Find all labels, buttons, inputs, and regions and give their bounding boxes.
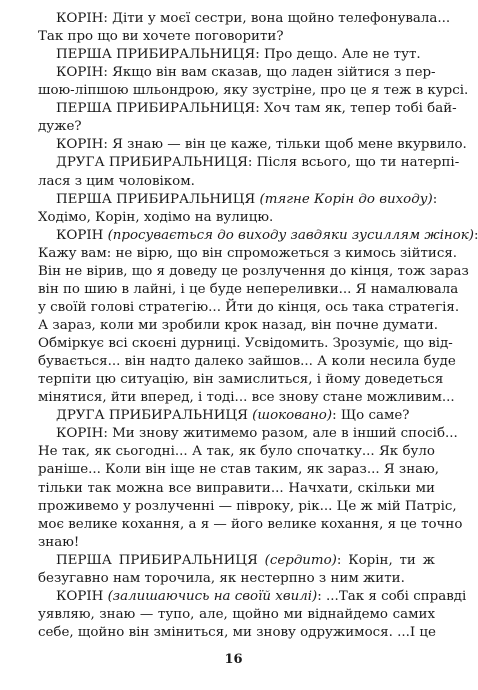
line-text: Не так, як сьогодні... А так, як було спочатку... Як було	[38, 444, 435, 460]
line-text: А зараз, коли ми зробили крок назад, він почне думати.	[38, 318, 439, 333]
line-text: КОРІН	[56, 588, 108, 604]
line-text: проживемо у розлученні — півроку, рік... Це ж мій Патріс,	[38, 498, 457, 514]
stage-direction: (шоковано)	[252, 408, 333, 424]
line-text: шою-ліпшою шльондрою, яку зустріне, про це я теж в курсі.	[38, 83, 469, 99]
line-text: ДРУГА ПРИБИРАЛЬНИЦЯ: Після всього, що ти натерпі-	[56, 155, 460, 171]
line-text	[474, 228, 478, 243]
line-text: КОРІН: Якщо він вам сказав, що ладен зійтися з пер-	[56, 65, 436, 81]
line-text: ПЕРША ПРИБИРАЛЬНИЦЯ	[56, 552, 265, 568]
line-text: безугавно нам торочила, як нестерпно з ним жити.	[38, 570, 405, 586]
line-text: мінятися, йти вперед, і тоді... все знову стане можливим...	[38, 390, 455, 406]
line-text: ПЕРША ПРИБИРАЛЬНИЦЯ: Хоч там як, тепер тобі бай-	[56, 101, 457, 117]
line-text: КОРІН	[56, 227, 108, 243]
line-text: Так про що ви хочете поговорити?	[38, 29, 284, 45]
line-text: :	[432, 191, 438, 207]
line-text: тільки так можна все виправити... Начхати, скільки ми	[38, 480, 435, 496]
stage-direction: (залишаючись на своїй хвилі)	[107, 588, 318, 604]
line-text: : Що саме?	[332, 408, 410, 424]
line-text: КОРІН: Діти у моєї сестри, вона щойно телефонувала...	[56, 11, 451, 26]
line-text: КОРІН: Я знаю — він це каже, тільки щоб мене вкурвило.	[56, 137, 467, 153]
line-text: бувається... він надто далеко зайшов... А коли несила буде	[38, 354, 456, 370]
line-text: КОРІН: Ми знову житимемо разом, але в інший спосіб...	[56, 426, 458, 442]
stage-direction: (просувається до виходу завдяки зусиллям жінок)	[107, 227, 474, 243]
line-text: Ходімо, Корін, ходімо на вулицю.	[38, 209, 274, 225]
line-text: уявляю, знаю — тупо, але, щойно ми віднайдемо самих	[38, 606, 435, 622]
line-text: Обміркує всі скоєні дурниці. Усвідомить. Зрозуміє, що від-	[38, 336, 453, 352]
stage-direction: (сердито)	[264, 552, 337, 568]
line-text: терпіти цю ситуацію, він замислиться, і йому доведеться	[38, 372, 444, 388]
line-text: раніше... Коли він іще не став таким, як зараз... Я знаю,	[38, 462, 440, 478]
page-number: 16	[224, 652, 243, 667]
line-text: ПЕРША ПРИБИРАЛЬНИЦЯ	[56, 191, 260, 207]
line-text: ПЕРША ПРИБИРАЛЬНИЦЯ: Про дещо. Але не тут.	[56, 47, 421, 63]
line-text: : Корін, ти ж	[336, 552, 435, 568]
text-line	[38, 622, 435, 644]
line-text: Кажу вам: не вірю, що він спроможеться з кимось зійтися.	[38, 245, 458, 261]
line-text: дуже?	[38, 119, 82, 135]
stage-direction: (тягне Корін до виходу)	[259, 191, 433, 207]
line-text: лася з цим чоловіком.	[38, 173, 195, 189]
line-text: себе, щойно він зміниться, ми знову одружимося. ...І це	[38, 625, 436, 640]
line-text: Він не вірив, що я доведу це розлучення до кінця, тож зараз	[38, 263, 469, 279]
line-text: : ...Так я собі справді	[317, 588, 467, 604]
line-text: знаю!	[38, 534, 80, 550]
line-text: ДРУГА ПРИБИРАЛЬНИЦЯ	[56, 408, 253, 424]
line-text: моє велике кохання, а я — його велике кохання, я це точно	[38, 516, 463, 532]
line-text: він по шию в лайні, і це буде непереливки... Я намалювала	[38, 281, 459, 297]
line-text: у своїй голові стратегію... Йти до кінця, ось така стратегія.	[38, 299, 460, 315]
